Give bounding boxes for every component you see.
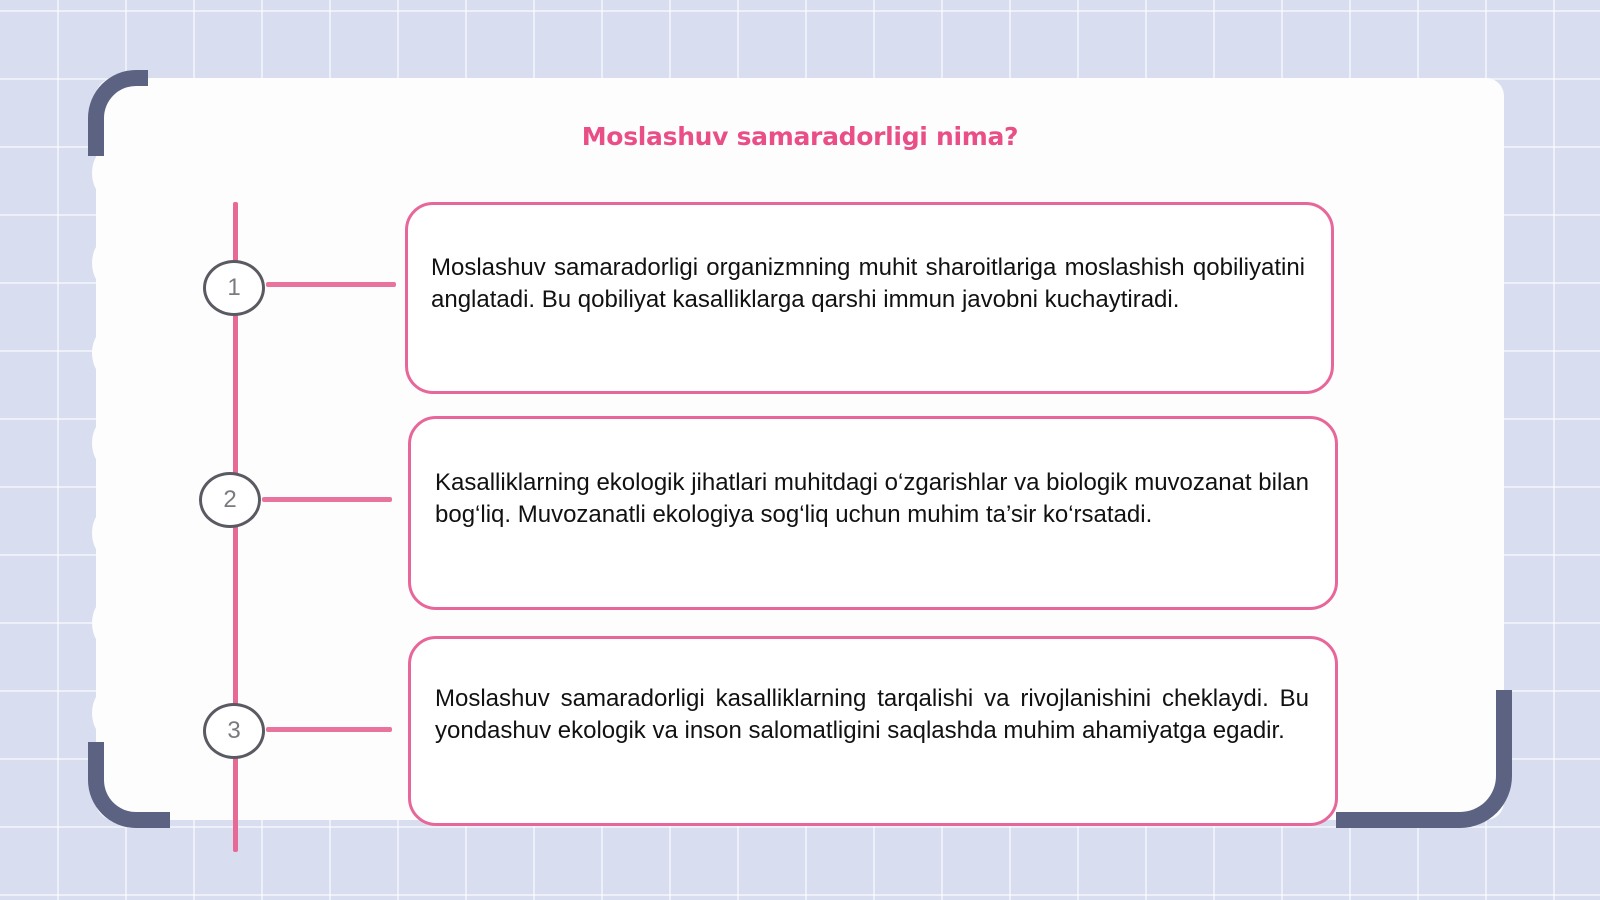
item-text-2: Kasalliklarning ekologik jihatlari muhitdagi o‘zgarishlar va biologik muvozanat bilan bog‘liq. Muvozanatli ekologiya sog‘liq uchun muhim ta’sir ko‘rsatadi.: [435, 469, 1309, 528]
timeline-connector-2: [262, 497, 392, 502]
card-edge-scallop: [92, 238, 126, 288]
card-edge-scallop: [92, 598, 126, 648]
card-edge-scallop: [92, 328, 126, 378]
item-text-1: Moslashuv samaradorligi organizmning muhit sharoitlariga moslashish qobiliyatini anglatadi. Bu qobiliyat kasalliklarga qarshi immun javobni kuchaytiradi.: [431, 254, 1305, 313]
step-number-3: 3: [203, 703, 265, 759]
corner-bracket-bottom-left: [88, 742, 170, 828]
card-edge-scallop: [92, 688, 126, 738]
card-edge-scallop: [92, 508, 126, 558]
timeline-connector-1: [266, 282, 396, 287]
corner-bracket-bottom-right: [1336, 690, 1512, 828]
slide-title: Moslashuv samaradorligi nima?: [581, 122, 1019, 151]
timeline-connector-3: [266, 727, 392, 732]
card-edge-scallop: [92, 418, 126, 468]
step-number-1: 1: [203, 260, 265, 316]
item-text-3: Moslashuv samaradorligi kasalliklarning tarqalishi va rivojlanishini cheklaydi. Bu yondashuv ekologik va inson salomatligini saqlashda muhim ahamiyatga egadir.: [435, 685, 1309, 744]
step-number-2: 2: [199, 472, 261, 528]
